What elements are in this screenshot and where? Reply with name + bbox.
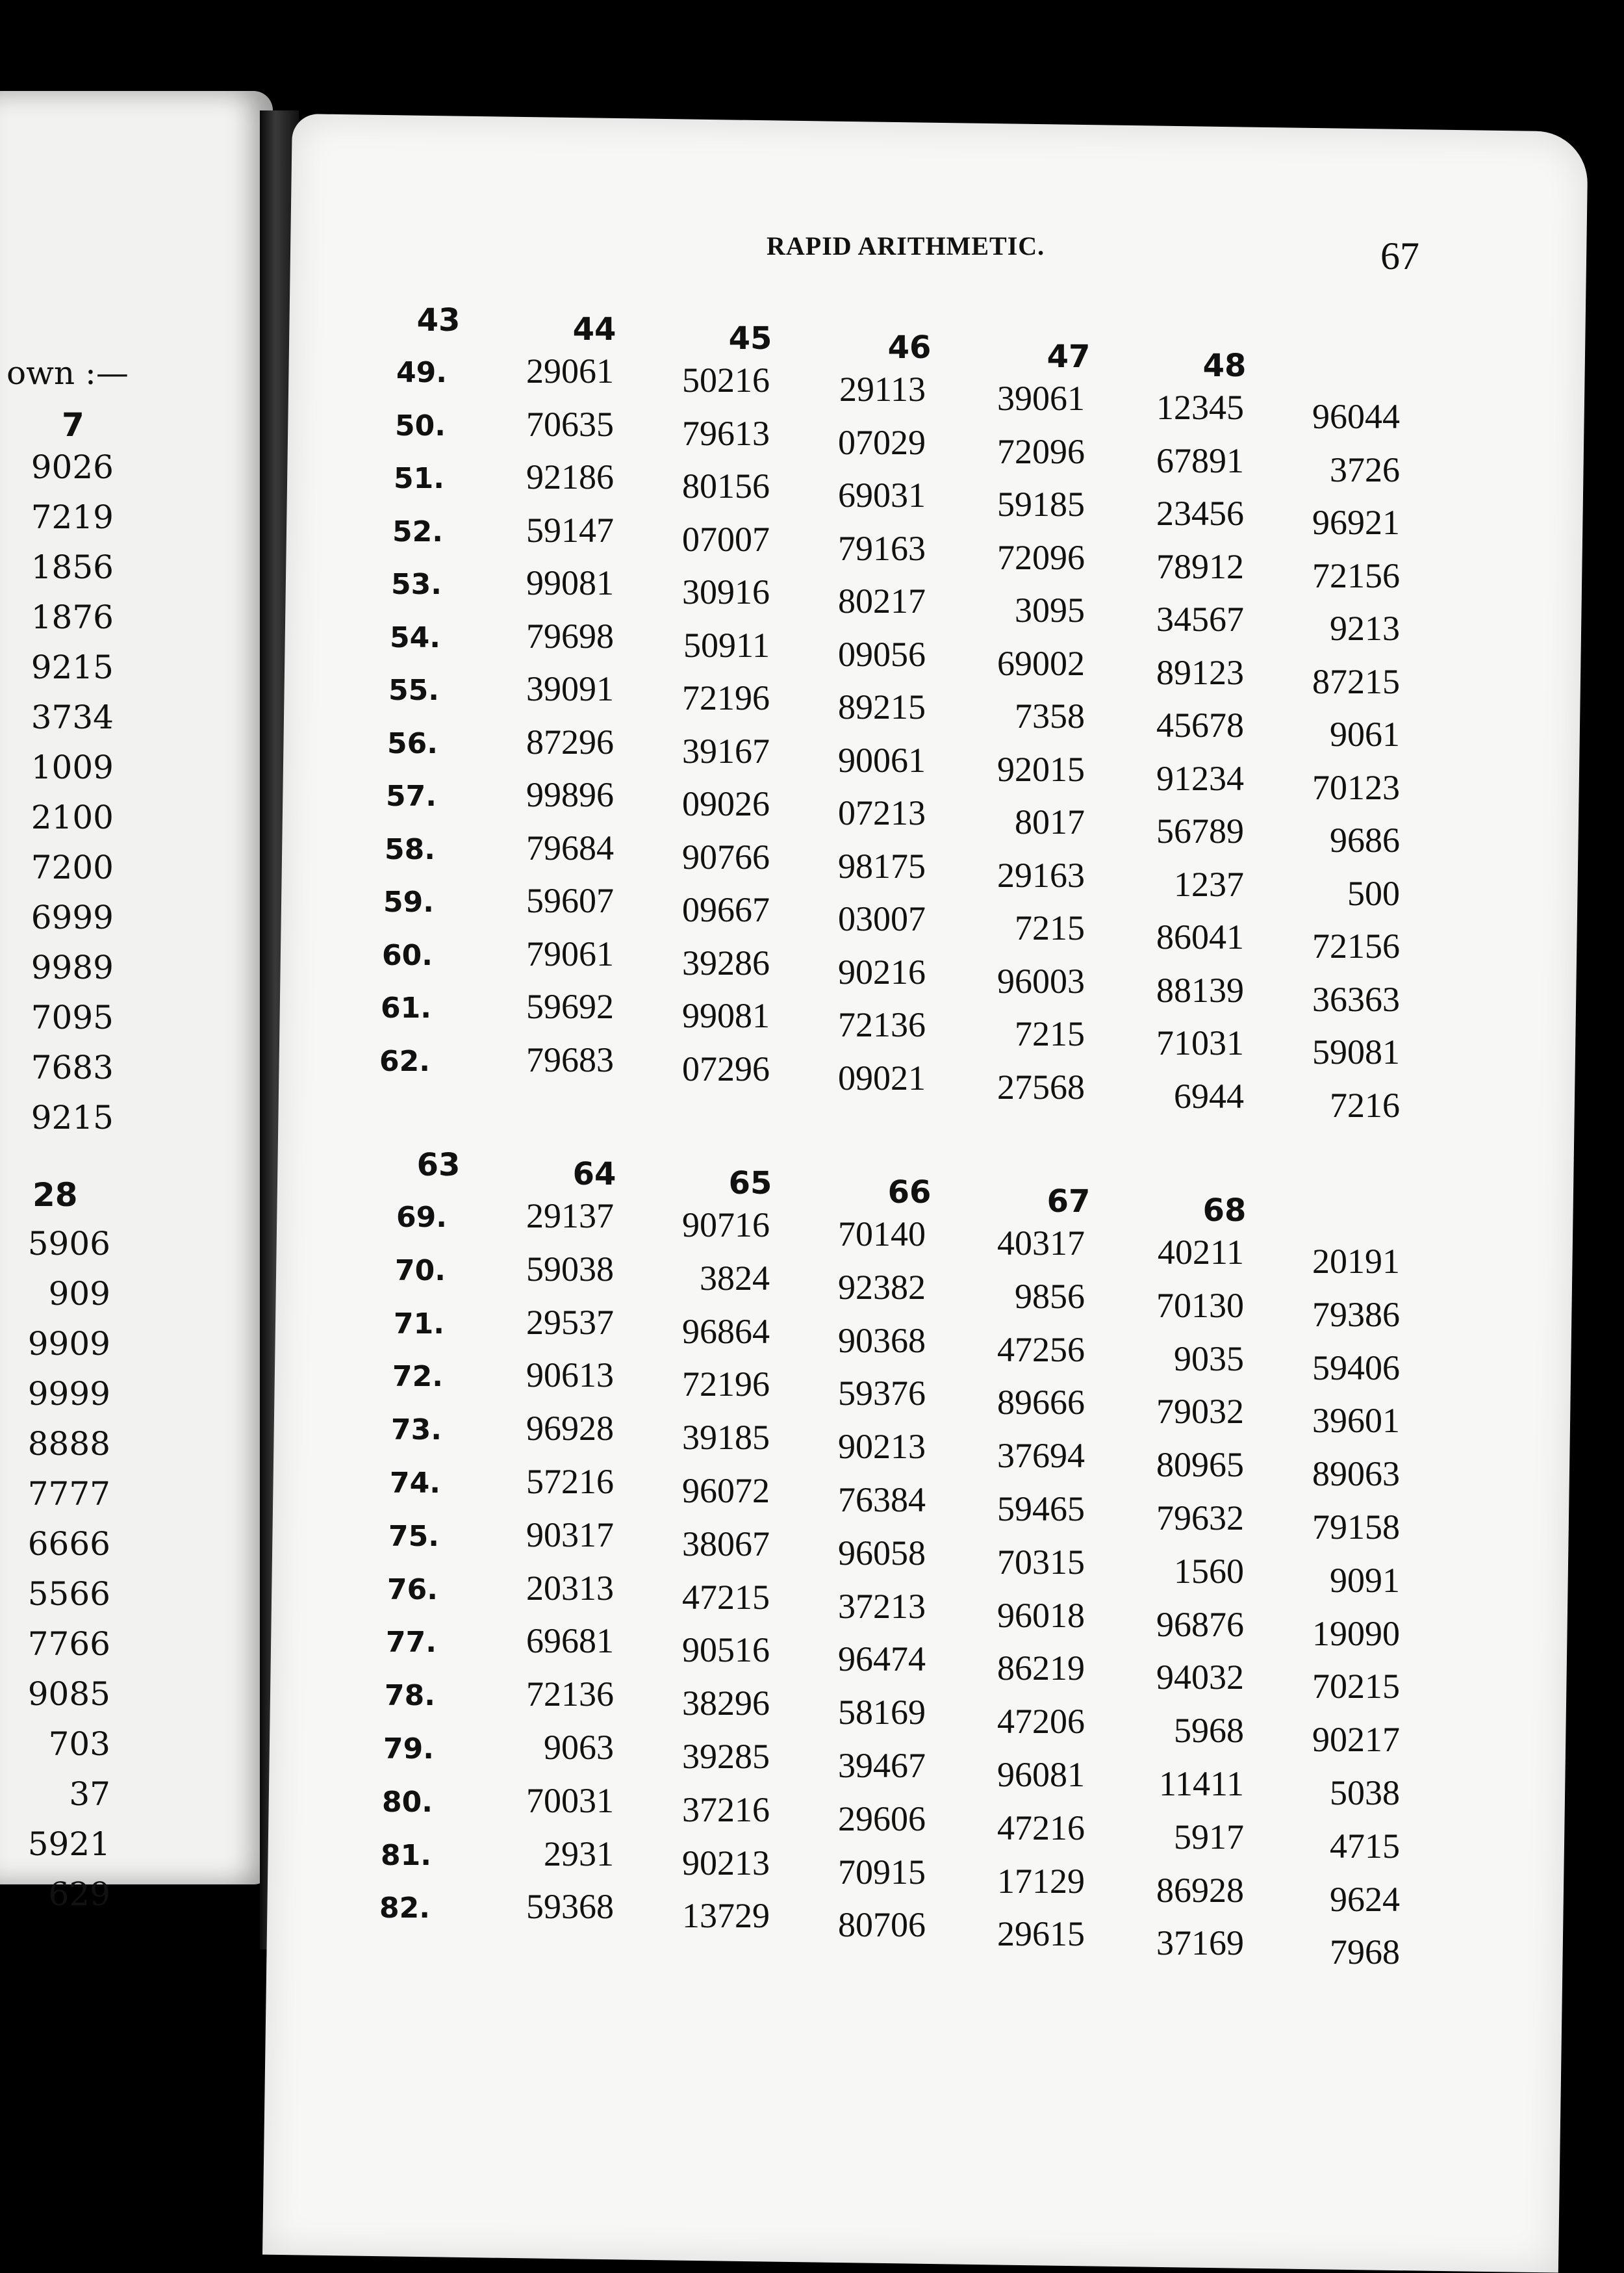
table2-cell: 79632 <box>1156 1498 1244 1537</box>
table2-cell: 76384 <box>838 1480 926 1519</box>
table1-cell: 03007 <box>838 899 926 938</box>
table1-col-header: 46 <box>887 329 932 366</box>
table2-row-label: 75. <box>388 1519 439 1553</box>
left-block2-value: 703 <box>48 1725 110 1763</box>
table1-cell: 29163 <box>997 855 1085 895</box>
table2-cell: 37216 <box>682 1790 770 1829</box>
table1-row-label: 51. <box>394 462 444 495</box>
table2-row-label: 78. <box>385 1679 435 1713</box>
table1-cell: 34567 <box>1156 600 1244 639</box>
table2-cell: 38067 <box>682 1524 770 1563</box>
table2-cell: 9856 <box>1015 1276 1085 1316</box>
table2-cell: 90213 <box>682 1843 770 1882</box>
table1-cell: 50911 <box>683 625 770 665</box>
table1-cell: 7215 <box>1015 1014 1085 1053</box>
table1-cell: 69002 <box>997 643 1085 683</box>
table1-cell: 59692 <box>526 987 614 1026</box>
table2-cell: 89063 <box>1312 1454 1400 1494</box>
table2-cell: 96018 <box>997 1595 1085 1635</box>
table2-cell: 29537 <box>526 1302 614 1342</box>
table2-row-label: 77. <box>386 1626 437 1660</box>
table2-cell: 5038 <box>1330 1773 1400 1812</box>
table1-cell: 79613 <box>682 413 770 453</box>
table2-col-header: 64 <box>572 1156 616 1192</box>
table2-row-label: 69. <box>396 1201 447 1234</box>
left-block1-value: 1009 <box>31 749 114 786</box>
table1-cell: 90216 <box>838 952 926 992</box>
table2-cell: 38296 <box>682 1684 770 1723</box>
table2-cell: 69681 <box>526 1621 614 1661</box>
table1-cell: 92015 <box>997 749 1085 789</box>
table2-cell: 37213 <box>838 1586 926 1626</box>
table1-cell: 36363 <box>1312 979 1400 1019</box>
left-block1-value: 7683 <box>31 1049 114 1086</box>
table1-cell: 79061 <box>526 934 614 973</box>
table1-cell: 27568 <box>997 1067 1085 1107</box>
table2-cell: 59038 <box>526 1249 614 1289</box>
table1-cell: 96921 <box>1312 503 1400 542</box>
table1-cell: 1237 <box>1174 864 1244 904</box>
table2-cell: 39285 <box>682 1737 770 1776</box>
table2-cell: 57216 <box>526 1462 614 1501</box>
table2-cell: 47256 <box>997 1329 1085 1369</box>
table1-cell: 72096 <box>997 537 1085 577</box>
table2-cell: 79032 <box>1156 1392 1244 1432</box>
left-block2-value: 9999 <box>27 1375 110 1413</box>
table1-cell: 3095 <box>1015 591 1085 630</box>
table1-col-header: 44 <box>572 311 616 348</box>
table1-col-header: 43 <box>416 302 461 339</box>
table1-cell: 07007 <box>682 519 770 559</box>
left-block2-value: 629 <box>48 1875 110 1913</box>
table1-cell: 6944 <box>1174 1076 1244 1116</box>
left-heading-fragment: own :— <box>6 354 129 392</box>
table1-cell: 9061 <box>1330 715 1400 754</box>
table1-cell: 59185 <box>997 485 1085 524</box>
table1-cell: 90766 <box>682 837 770 877</box>
table1-cell: 79683 <box>526 1040 614 1079</box>
table1-cell: 56789 <box>1156 812 1244 851</box>
table2-cell: 96081 <box>997 1755 1085 1794</box>
table1-row-label: 56. <box>387 726 438 760</box>
table1-cell: 29113 <box>839 370 926 409</box>
table1-cell: 09056 <box>838 634 926 674</box>
table1-cell: 39286 <box>682 943 770 982</box>
table1-cell: 07213 <box>838 793 926 832</box>
table2-cell: 59376 <box>838 1374 926 1413</box>
table2-cell: 5917 <box>1174 1817 1244 1856</box>
table2-cell: 96876 <box>1156 1604 1244 1644</box>
table1-cell: 59081 <box>1312 1033 1400 1072</box>
table1-cell: 72156 <box>1312 556 1400 595</box>
table1-cell: 3726 <box>1330 450 1400 489</box>
table1-row-label: 55. <box>388 674 439 707</box>
table1-cell: 500 <box>1347 873 1400 913</box>
table2-cell: 70031 <box>526 1780 614 1820</box>
table2-col-header: 66 <box>887 1174 932 1211</box>
table2-cell: 2931 <box>544 1834 614 1873</box>
table2-cell: 70915 <box>838 1852 926 1892</box>
table2-cell: 72196 <box>682 1365 770 1404</box>
table1-cell: 7215 <box>1015 908 1085 947</box>
table1-cell: 50216 <box>682 361 770 400</box>
table2-cell: 47215 <box>682 1577 770 1617</box>
table1-cell: 09667 <box>682 890 770 929</box>
left-block1-value: 7095 <box>31 999 114 1036</box>
left-block1-value: 9026 <box>31 448 114 486</box>
table1-row-label: 61. <box>381 992 431 1025</box>
table2-cell: 39601 <box>1312 1401 1400 1441</box>
running-head: RAPID ARITHMETIC. <box>767 231 1045 261</box>
left-block1-value: 6999 <box>31 899 114 936</box>
left-block1-col-number: 7 <box>62 406 84 444</box>
left-block1-value: 7219 <box>31 498 114 536</box>
table2-row-label: 82. <box>379 1892 430 1925</box>
table1-cell: 79163 <box>838 528 926 568</box>
table1-cell: 7216 <box>1330 1085 1400 1125</box>
left-block2-value: 5921 <box>27 1825 110 1863</box>
table1-cell: 7358 <box>1015 697 1085 736</box>
table1-row-label: 60. <box>382 938 433 972</box>
table1-cell: 09026 <box>682 784 770 823</box>
table2-cell: 3824 <box>700 1258 770 1298</box>
table1-cell: 39091 <box>526 669 614 708</box>
table2-cell: 79386 <box>1312 1294 1400 1334</box>
table2-cell: 59406 <box>1312 1348 1400 1387</box>
table2-cell: 92382 <box>838 1267 926 1307</box>
table1-cell: 39167 <box>682 731 770 771</box>
table1-cell: 98175 <box>838 846 926 886</box>
table2-cell: 90213 <box>838 1427 926 1467</box>
left-block2-value: 5566 <box>27 1575 110 1613</box>
table1-row-label: 57. <box>386 780 437 813</box>
table2-cell: 40317 <box>997 1224 1085 1263</box>
left-block2-col-number: 28 <box>32 1176 78 1214</box>
table2-cell: 70215 <box>1312 1667 1400 1706</box>
table2-row-label: 70. <box>395 1253 446 1287</box>
left-block2-value: 6666 <box>27 1525 110 1563</box>
table1-col-header: 47 <box>1047 339 1091 375</box>
table2-cell: 96072 <box>682 1471 770 1510</box>
table2-cell: 9063 <box>544 1728 614 1767</box>
table2-cell: 70130 <box>1156 1285 1244 1325</box>
left-block1-value: 9989 <box>31 949 114 986</box>
table2-cell: 89666 <box>997 1383 1085 1422</box>
table2-row-label: 80. <box>382 1785 433 1819</box>
table1-cell: 59147 <box>526 510 614 550</box>
table1-row-label: 58. <box>385 832 435 866</box>
table1-cell: 07296 <box>682 1049 770 1088</box>
table2-cell: 59465 <box>997 1489 1085 1528</box>
table2-cell: 96928 <box>526 1409 614 1448</box>
left-block1-value: 1856 <box>31 548 114 586</box>
table1-cell: 45678 <box>1156 706 1244 745</box>
table1-cell: 80156 <box>682 467 770 506</box>
table2-cell: 9624 <box>1330 1879 1400 1919</box>
table2-row-label: 73. <box>391 1413 442 1447</box>
table1-cell: 80217 <box>838 582 926 621</box>
table1-cell: 79698 <box>526 616 614 656</box>
table1-cell: 89215 <box>838 687 926 726</box>
table1-cell: 79684 <box>526 828 614 867</box>
table1-cell: 99081 <box>682 996 770 1035</box>
table2-cell: 96474 <box>838 1639 926 1679</box>
table2-cell: 58169 <box>838 1693 926 1732</box>
table2-cell: 1560 <box>1174 1551 1244 1591</box>
table2-cell: 7968 <box>1330 1933 1400 1972</box>
table1-cell: 90061 <box>838 740 926 780</box>
table2-cell: 5968 <box>1174 1711 1244 1751</box>
left-block2-value: 7766 <box>27 1625 110 1663</box>
table2-cell: 72136 <box>526 1675 614 1714</box>
table1-col-header: 48 <box>1202 348 1247 384</box>
table2-cell: 90317 <box>526 1515 614 1554</box>
table2-col-header: 68 <box>1202 1192 1247 1229</box>
table1-row-label: 62. <box>379 1044 430 1078</box>
table1-cell: 86041 <box>1156 918 1244 957</box>
left-block1-value: 9215 <box>31 649 114 686</box>
page-number: 67 <box>1380 235 1419 277</box>
table2-cell: 94032 <box>1156 1658 1244 1697</box>
table1-cell: 99896 <box>526 775 614 814</box>
table2-row-label: 81. <box>381 1838 431 1872</box>
table1-cell: 96003 <box>997 961 1085 1001</box>
table2-row-label: 71. <box>394 1307 444 1341</box>
table2-cell: 96864 <box>682 1311 770 1351</box>
table1-row-label: 50. <box>395 409 446 443</box>
table2-row-label: 74. <box>390 1467 440 1500</box>
table1-col-header: 45 <box>728 320 772 357</box>
table2-cell: 90217 <box>1312 1720 1400 1760</box>
table2-cell: 70140 <box>838 1214 926 1253</box>
table1-cell: 39061 <box>997 379 1085 418</box>
left-block1-value: 3734 <box>31 699 114 736</box>
table2-cell: 29606 <box>838 1799 926 1838</box>
table1-cell: 72156 <box>1312 927 1400 966</box>
table1-cell: 91234 <box>1156 758 1244 798</box>
table1-cell: 96044 <box>1312 397 1400 436</box>
table1-cell: 69031 <box>838 476 926 515</box>
table2-cell: 80706 <box>838 1905 926 1945</box>
table2-cell: 79158 <box>1312 1508 1400 1547</box>
table2-cell: 4715 <box>1330 1826 1400 1866</box>
table1-cell: 72196 <box>682 678 770 717</box>
table1-cell: 71031 <box>1156 1023 1244 1062</box>
table1-cell: 88139 <box>1156 970 1244 1010</box>
table1-cell: 23456 <box>1156 494 1244 533</box>
left-block2-value: 9085 <box>27 1675 110 1713</box>
table1-cell: 09021 <box>838 1058 926 1098</box>
table1-cell: 29061 <box>526 352 614 391</box>
left-block2-value: 8888 <box>27 1425 110 1463</box>
table1-row-label: 53. <box>391 568 442 601</box>
table1-cell: 72136 <box>838 1005 926 1044</box>
table1-cell: 78912 <box>1156 546 1244 586</box>
table1-row-label: 54. <box>390 621 440 654</box>
table2-cell: 47206 <box>997 1702 1085 1741</box>
table2-col-header: 67 <box>1047 1183 1091 1220</box>
table2-cell: 90368 <box>838 1320 926 1360</box>
table2-cell: 40211 <box>1158 1233 1244 1272</box>
table1-cell: 9686 <box>1330 821 1400 860</box>
left-block2-value: 37 <box>69 1775 110 1813</box>
table1-cell: 92186 <box>526 457 614 496</box>
table2-cell: 47216 <box>997 1808 1085 1847</box>
table2-cell: 90716 <box>682 1205 770 1244</box>
table1-cell: 72096 <box>997 431 1085 471</box>
table2-cell: 59368 <box>526 1887 614 1927</box>
table1-cell: 67891 <box>1156 441 1244 480</box>
table2-row-label: 72. <box>392 1360 443 1394</box>
table1-cell: 8017 <box>1015 803 1085 841</box>
table1-cell: 9213 <box>1330 609 1400 648</box>
table1-row-label: 52. <box>392 515 443 548</box>
table2-cell: 86219 <box>997 1649 1085 1688</box>
table2-cell: 29137 <box>526 1196 614 1235</box>
table2-cell: 37694 <box>997 1436 1085 1476</box>
table2-row-label: 76. <box>387 1573 438 1606</box>
table2-cell: 29615 <box>997 1914 1085 1954</box>
left-block1-value: 7200 <box>31 849 114 886</box>
table2-cell: 20313 <box>526 1568 614 1608</box>
table2-cell: 37169 <box>1156 1923 1244 1963</box>
table1-cell: 12345 <box>1156 388 1244 427</box>
table1-cell: 89123 <box>1156 652 1244 692</box>
table2-cell: 80965 <box>1156 1445 1244 1485</box>
table2-cell: 13729 <box>682 1896 770 1936</box>
table2-cell: 9035 <box>1174 1339 1244 1378</box>
table2-cell: 86928 <box>1156 1870 1244 1910</box>
table1-cell: 87296 <box>526 722 614 762</box>
left-block1-value: 2100 <box>31 799 114 836</box>
table2-cell: 70315 <box>997 1542 1085 1582</box>
table1-cell: 59607 <box>526 881 614 920</box>
left-block2-value: 9909 <box>27 1325 110 1363</box>
left-block1-value: 9215 <box>31 1099 114 1136</box>
left-block2-value: 5906 <box>27 1225 110 1263</box>
table2-cell: 19090 <box>1312 1613 1400 1653</box>
table1-cell: 87215 <box>1312 661 1400 701</box>
table2-cell: 90613 <box>526 1355 614 1395</box>
table1-row-label: 49. <box>396 356 447 389</box>
table2-cell: 96058 <box>838 1533 926 1573</box>
table2-cell: 39467 <box>838 1746 926 1785</box>
table2-col-header: 65 <box>728 1165 772 1201</box>
table2-cell: 9091 <box>1330 1560 1400 1600</box>
table2-cell: 90516 <box>682 1630 770 1670</box>
table2-cell: 11411 <box>1159 1764 1244 1803</box>
table1-cell: 70123 <box>1312 767 1400 807</box>
table2-col-header: 63 <box>416 1147 461 1183</box>
table2-row-label: 79. <box>383 1732 434 1766</box>
table1-row-label: 59. <box>383 886 434 919</box>
table2-cell: 20191 <box>1312 1242 1400 1281</box>
table1-cell: 99081 <box>526 563 614 602</box>
left-block2-value: 7777 <box>27 1475 110 1513</box>
table2-cell: 17129 <box>997 1861 1085 1901</box>
table2-cell: 39185 <box>682 1418 770 1458</box>
table1-cell: 30916 <box>682 572 770 611</box>
table1-cell: 70635 <box>526 404 614 444</box>
table1-cell: 07029 <box>838 422 926 462</box>
left-block2-value: 909 <box>48 1275 110 1313</box>
left-block1-value: 1876 <box>31 598 114 636</box>
